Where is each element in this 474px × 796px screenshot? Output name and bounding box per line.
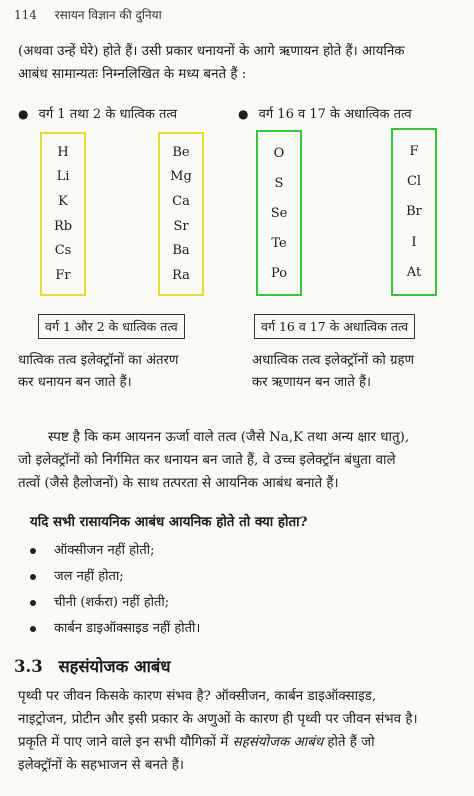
bullet-icon — [30, 600, 36, 606]
covalent-line: पृथ्वी पर जीवन किसके कारण संभव है? ऑक्सीजन, कार्बन डाइऑक्साइड, — [18, 689, 377, 704]
metals-caption: वर्ग 1 और 2 के धात्विक तत्व — [38, 314, 185, 339]
covalent-line — [18, 731, 462, 754]
intro-line: आबंध सामान्यतः निम्नलिखित के मध्य बनते हैं : — [18, 67, 247, 82]
element-symbol: Sr — [173, 218, 189, 234]
element-symbol: Mg — [170, 169, 192, 185]
covalent-line: इलेक्ट्रॉनों के सहभाजन से बनते हैं। — [18, 758, 184, 773]
element-symbol: Fr — [55, 268, 71, 284]
list-item — [30, 590, 200, 616]
nonmetals-note — [252, 350, 466, 394]
bullet-icon: ● — [238, 107, 249, 121]
element-symbol: H — [57, 144, 69, 160]
list-item — [30, 538, 200, 564]
intro-paragraph — [18, 40, 462, 86]
element-symbol: Rb — [53, 218, 73, 234]
group1-column — [40, 132, 86, 296]
nonmetals-title-text: वर्ग 16 व 17 के अधात्विक तत्व — [258, 107, 412, 122]
explanation-paragraph — [18, 426, 462, 495]
explain-line: जो इलेक्ट्रॉनों को निर्गमित कर धनायन बन जाते हैं, वे उच्च इलेक्ट्रॉन बंधुता वाले — [18, 453, 396, 468]
covalent-line: नाइट्रोजन, प्रोटीन और इसी प्रकार के अणुओं के कारण ही पृथ्वी पर जीवन संभव है। — [18, 712, 418, 727]
consequence-list — [30, 538, 200, 642]
note-line: धात्विक तत्व इलेक्ट्रॉनों का अंतरण — [18, 353, 179, 368]
nonmetals-caption: वर्ग 16 व 17 के अधात्विक तत्व — [254, 314, 415, 339]
element-symbol: Br — [406, 204, 422, 220]
bullet-icon — [30, 548, 36, 554]
group17-column — [391, 128, 437, 296]
list-item-text: ऑक्सीजन नहीं होती; — [54, 543, 155, 558]
note-line: अधात्विक तत्व इलेक्ट्रॉनों को ग्रहण — [252, 353, 414, 368]
note-line: कर ऋणायन बन जाते हैं। — [252, 375, 372, 390]
section-number: 3.3 — [14, 657, 43, 676]
element-symbol: K — [58, 194, 68, 210]
bullet-icon — [30, 574, 36, 580]
explain-line: स्पष्ट है कि कम आयनन ऊर्जा वाले तत्व (जैसे Na,K तथा अन्य क्षार धातु), — [48, 430, 410, 445]
covalent-text: प्रकृति में पाए जाने वाले इन सभी यौगिकों में — [18, 735, 233, 750]
group16-column — [256, 130, 302, 296]
element-symbol: Te — [271, 235, 287, 251]
covalent-text: होते हैं जो — [323, 735, 375, 750]
element-symbol: O — [273, 145, 285, 161]
covalent-term: सहसंयोजक आबंध — [232, 735, 324, 750]
section-heading — [14, 654, 170, 677]
running-header — [14, 6, 162, 23]
metals-title — [18, 104, 177, 122]
metals-title-text: वर्ग 1 तथा 2 के धात्विक तत्व — [38, 107, 178, 122]
element-symbol: Po — [270, 265, 288, 281]
element-symbol: Ba — [172, 243, 190, 259]
bullet-icon — [30, 626, 36, 632]
metals-note — [18, 350, 230, 394]
group2-column — [158, 132, 204, 296]
element-symbol: I — [411, 234, 417, 250]
element-symbol: F — [409, 143, 419, 159]
element-symbol: Li — [56, 169, 70, 185]
book-title: रसायन विज्ञान की दुनिया — [54, 8, 162, 22]
intro-line: (अथवा उन्हें घेरे) होते हैं। उसी प्रकार धनायनों के आगे ऋणायन होते हैं। आयनिक — [18, 44, 405, 59]
element-symbol: Cs — [54, 243, 72, 259]
page-number: 114 — [14, 8, 37, 22]
element-symbol: Se — [270, 205, 288, 221]
explain-line: तत्वों (जैसे हैलोजनों) के साथ तत्परता से आयनिक आबंध बनाते हैं। — [18, 476, 339, 491]
covalent-paragraph — [18, 685, 462, 777]
list-item — [30, 616, 200, 642]
section-title: सहसंयोजक आबंध — [58, 657, 171, 676]
list-item-text: कार्बन डाइऑक्साइड नहीं होती। — [54, 621, 201, 636]
list-item-text: चीनी (शर्करा) नहीं होती; — [54, 595, 170, 610]
element-symbol: S — [274, 175, 284, 191]
element-symbol: Ra — [172, 268, 190, 284]
list-item — [30, 564, 200, 590]
element-symbol: Ca — [172, 194, 190, 210]
element-symbol: At — [406, 265, 422, 281]
list-item-text: जल नहीं होता; — [54, 569, 124, 584]
element-symbol: Be — [172, 144, 190, 160]
bullet-icon: ● — [18, 107, 29, 121]
element-symbol: Cl — [406, 174, 422, 190]
question-heading: यदि सभी रासायनिक आबंध आयनिक होते तो क्या होता? — [30, 514, 308, 530]
nonmetals-title — [238, 104, 412, 122]
note-line: कर धनायन बन जाते हैं। — [18, 375, 132, 390]
